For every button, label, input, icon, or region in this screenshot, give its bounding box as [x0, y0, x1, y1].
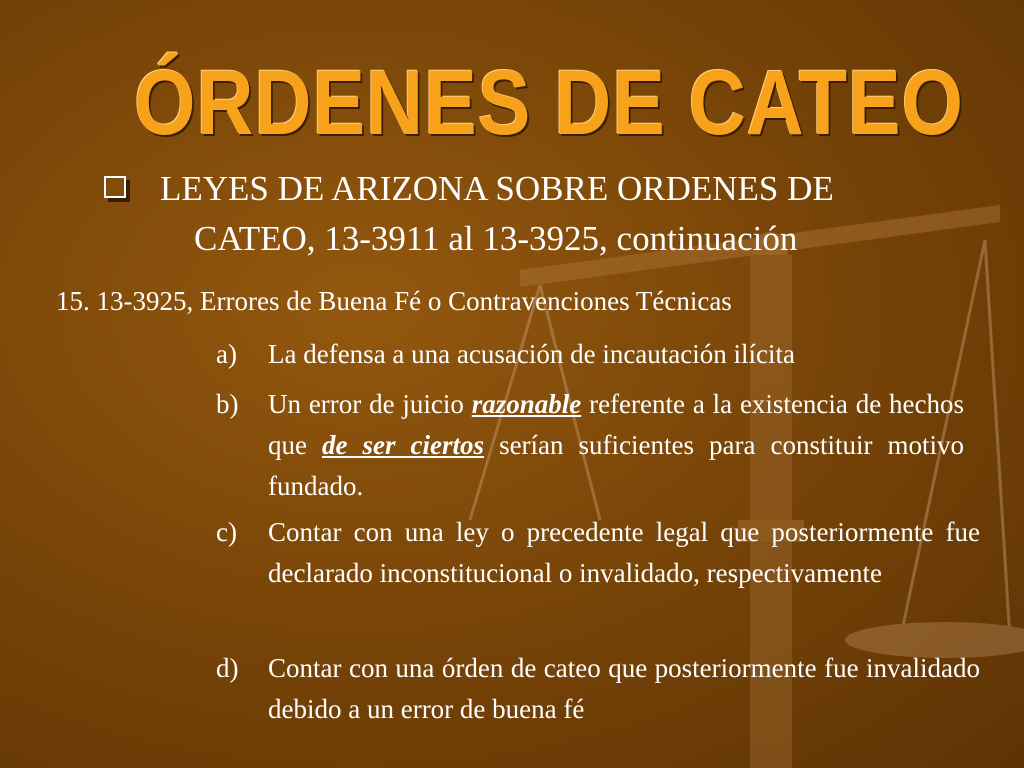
item-text: Contar con una ley o precedente legal que posteriormente fue declarado inconstitucional o invalidado, respectivamente: [268, 517, 980, 588]
heading-line-2: CATEO, 13-3911 al 13-3925, continuación: [194, 219, 798, 258]
section-title: 15. 13-3925, Errores de Buena Fé o Contravenciones Técnicas: [56, 286, 732, 316]
emphasis-razonable: razonable: [471, 389, 582, 419]
slide-title: ÓRDENES DE CATEO: [134, 52, 964, 154]
item-b-text-after: serían suficientes para constituir motivo fundado.: [268, 430, 965, 501]
item-text: Contar con una órden de cateo que posteriormente fue invalidado debido a un error de buena fé: [268, 653, 980, 724]
emphasis-de-ser-ciertos: de ser ciertos: [322, 430, 485, 460]
item-text: La defensa a una acusación de incautación ilícita: [268, 339, 795, 369]
item-label: c): [216, 517, 237, 547]
item-label: b): [216, 389, 239, 419]
heading-line-1: LEYES DE ARIZONA SOBRE ORDENES DE: [160, 169, 834, 208]
item-b-text-before: Un error de juicio: [268, 389, 464, 419]
item-label: d): [216, 653, 239, 683]
item-label: a): [216, 339, 237, 369]
checkbox-bullet-icon: [104, 176, 126, 198]
item-b-text-middle: referente a la existencia de hechos que: [268, 389, 964, 460]
item-text: [268, 384, 964, 507]
